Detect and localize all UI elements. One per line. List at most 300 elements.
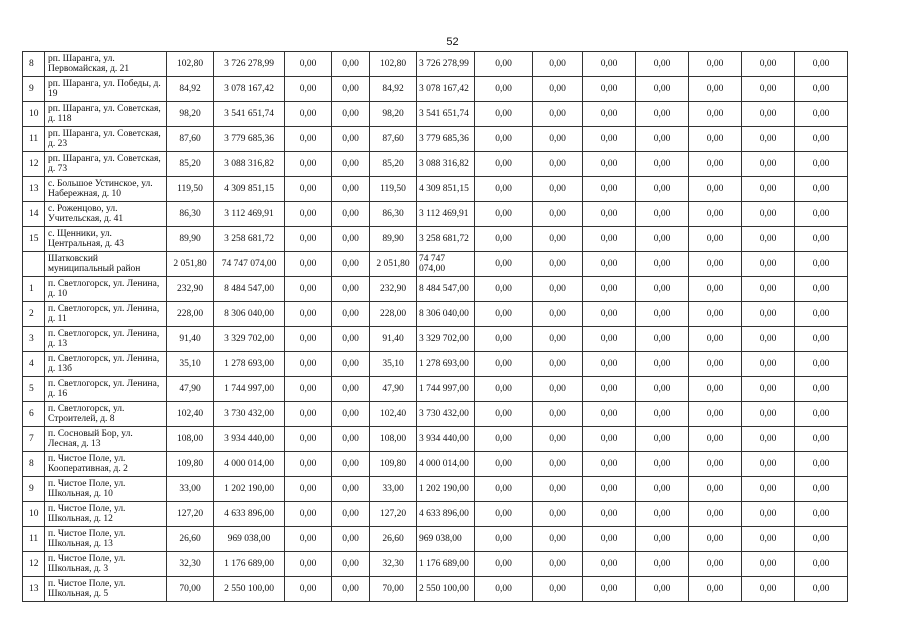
value-cell: 0,00 [475, 377, 533, 402]
value-cell: 0,00 [636, 227, 689, 252]
area-cell: 70,00 [167, 577, 214, 602]
value-cell: 0,00 [533, 377, 583, 402]
cost-cell: 3 112 469,91 [417, 202, 475, 227]
value-cell: 0,00 [583, 577, 636, 602]
address-cell: рп. Шаранга, ул. Первомайская, д. 21 [45, 52, 167, 77]
value-cell: 0,00 [533, 127, 583, 152]
table-row [23, 327, 884, 352]
value-cell: 0,00 [475, 402, 533, 427]
value-cell: 0,00 [475, 352, 533, 377]
value-cell: 0,00 [689, 252, 742, 277]
value-cell: 0,00 [636, 477, 689, 502]
area-cell: 108,00 [167, 427, 214, 452]
area-cell: 91,40 [370, 327, 417, 352]
cost-cell: 1 744 997,00 [214, 377, 285, 402]
address-cell: рп. Шаранга, ул. Советская, д. 73 [45, 152, 167, 177]
area-cell: 32,30 [370, 552, 417, 577]
value-cell: 0,00 [742, 227, 795, 252]
value-cell: 0,00 [583, 377, 636, 402]
area-cell: 102,40 [167, 402, 214, 427]
table-row [23, 202, 884, 227]
value-cell: 0,00 [475, 227, 533, 252]
area-cell: 87,60 [370, 127, 417, 152]
row-number: 9 [23, 477, 45, 502]
value-cell: 0,00 [583, 452, 636, 477]
cost-cell: 4 000 014,00 [417, 452, 475, 477]
value-cell: 0,00 [533, 352, 583, 377]
address-cell: п. Чистое Поле, ул. Школьная, д. 13 [45, 527, 167, 552]
value-cell: 0,00 [689, 52, 742, 77]
area-cell: 86,30 [167, 202, 214, 227]
address-cell: Шатковский муниципальный район [45, 252, 167, 277]
value-cell: 0,00 [475, 252, 533, 277]
value-cell: 0,00 [742, 552, 795, 577]
value-cell: 0,00 [742, 77, 795, 102]
value-cell: 0,00 [689, 302, 742, 327]
value-cell: 0,00 [332, 552, 370, 577]
value-cell: 0,00 [475, 52, 533, 77]
value-cell: 0,00 [332, 327, 370, 352]
value-cell: 0,00 [332, 202, 370, 227]
value-cell: 0,00 [533, 177, 583, 202]
area-cell: 35,10 [167, 352, 214, 377]
value-cell: 0,00 [636, 377, 689, 402]
value-cell: 0,00 [636, 302, 689, 327]
row-number: 8 [23, 52, 45, 77]
cost-cell: 8 306 040,00 [214, 302, 285, 327]
table-row [23, 77, 884, 102]
area-cell: 127,20 [370, 502, 417, 527]
value-cell: 0,00 [689, 452, 742, 477]
value-cell: 0,00 [689, 352, 742, 377]
value-cell: 0,00 [689, 102, 742, 127]
value-cell: 0,00 [475, 452, 533, 477]
row-number: 5 [23, 377, 45, 402]
row-number: 11 [23, 127, 45, 152]
area-cell: 98,20 [167, 102, 214, 127]
table-row [23, 377, 884, 402]
value-cell: 0,00 [795, 477, 848, 502]
value-cell: 0,00 [285, 127, 332, 152]
address-cell: п. Светлогорск, ул. Строителей, д. 8 [45, 402, 167, 427]
cost-cell: 3 730 432,00 [417, 402, 475, 427]
area-cell: 102,80 [370, 52, 417, 77]
area-cell: 70,00 [370, 577, 417, 602]
cost-cell: 3 078 167,42 [214, 77, 285, 102]
address-cell: п. Чистое Поле, ул. Школьная, д. 12 [45, 502, 167, 527]
area-cell: 84,92 [167, 77, 214, 102]
value-cell: 0,00 [332, 127, 370, 152]
table-row [23, 527, 884, 552]
row-number: 1 [23, 277, 45, 302]
value-cell: 0,00 [533, 527, 583, 552]
cost-cell: 4 309 851,15 [417, 177, 475, 202]
cost-cell: 4 633 896,00 [214, 502, 285, 527]
value-cell: 0,00 [742, 352, 795, 377]
value-cell: 0,00 [475, 327, 533, 352]
value-cell: 0,00 [795, 552, 848, 577]
value-cell: 0,00 [583, 552, 636, 577]
value-cell: 0,00 [285, 52, 332, 77]
cost-cell: 3 329 702,00 [417, 327, 475, 352]
cost-cell: 3 258 681,72 [214, 227, 285, 252]
value-cell: 0,00 [533, 477, 583, 502]
value-cell: 0,00 [285, 552, 332, 577]
value-cell: 0,00 [636, 502, 689, 527]
row-number: 2 [23, 302, 45, 327]
value-cell: 0,00 [795, 202, 848, 227]
value-cell: 0,00 [689, 327, 742, 352]
value-cell: 0,00 [689, 152, 742, 177]
value-cell: 0,00 [285, 427, 332, 452]
value-cell: 0,00 [742, 152, 795, 177]
value-cell: 0,00 [636, 177, 689, 202]
area-cell: 119,50 [370, 177, 417, 202]
value-cell: 0,00 [475, 127, 533, 152]
table-row [23, 177, 884, 202]
area-cell: 89,90 [370, 227, 417, 252]
value-cell: 0,00 [332, 452, 370, 477]
value-cell: 0,00 [285, 202, 332, 227]
value-cell: 0,00 [583, 127, 636, 152]
cost-cell: 1 278 693,00 [214, 352, 285, 377]
value-cell: 0,00 [475, 177, 533, 202]
value-cell: 0,00 [636, 127, 689, 152]
value-cell: 0,00 [689, 127, 742, 152]
table-row [23, 402, 884, 427]
cost-cell: 8 484 547,00 [214, 277, 285, 302]
cost-cell: 1 278 693,00 [417, 352, 475, 377]
value-cell: 0,00 [285, 577, 332, 602]
cost-cell: 3 730 432,00 [214, 402, 285, 427]
value-cell: 0,00 [583, 502, 636, 527]
value-cell: 0,00 [742, 177, 795, 202]
value-cell: 0,00 [583, 77, 636, 102]
value-cell: 0,00 [583, 102, 636, 127]
value-cell: 0,00 [636, 552, 689, 577]
value-cell: 0,00 [533, 227, 583, 252]
table-row [23, 452, 884, 477]
value-cell: 0,00 [285, 252, 332, 277]
address-cell: п. Чистое Поле, ул. Школьная, д. 10 [45, 477, 167, 502]
value-cell: 0,00 [742, 502, 795, 527]
cost-cell: 8 484 547,00 [417, 277, 475, 302]
cost-cell: 2 550 100,00 [417, 577, 475, 602]
value-cell: 0,00 [689, 277, 742, 302]
value-cell: 0,00 [285, 177, 332, 202]
value-cell: 0,00 [332, 227, 370, 252]
area-cell: 86,30 [370, 202, 417, 227]
value-cell: 0,00 [795, 377, 848, 402]
area-cell: 98,20 [370, 102, 417, 127]
value-cell: 0,00 [332, 102, 370, 127]
value-cell: 0,00 [742, 327, 795, 352]
cost-cell: 1 176 689,00 [214, 552, 285, 577]
value-cell: 0,00 [795, 352, 848, 377]
value-cell: 0,00 [689, 402, 742, 427]
value-cell: 0,00 [742, 252, 795, 277]
row-number: 6 [23, 402, 45, 427]
value-cell: 0,00 [795, 502, 848, 527]
value-cell: 0,00 [689, 227, 742, 252]
cost-cell: 3 078 167,42 [417, 77, 475, 102]
value-cell: 0,00 [475, 477, 533, 502]
area-cell: 232,90 [167, 277, 214, 302]
table-row [23, 577, 884, 602]
address-cell: п. Сосновый Бор, ул. Лесная, д. 13 [45, 427, 167, 452]
address-cell: п. Светлогорск, ул. Ленина, д. 16 [45, 377, 167, 402]
row-number: 15 [23, 227, 45, 252]
row-number: 3 [23, 327, 45, 352]
value-cell: 0,00 [285, 402, 332, 427]
area-cell: 26,60 [167, 527, 214, 552]
address-cell: с. Большое Устинское, ул. Набережная, д. 10 [45, 177, 167, 202]
area-cell: 228,00 [167, 302, 214, 327]
value-cell: 0,00 [742, 402, 795, 427]
value-cell: 0,00 [742, 427, 795, 452]
table-row [23, 552, 884, 577]
value-cell: 0,00 [583, 202, 636, 227]
value-cell: 0,00 [285, 277, 332, 302]
value-cell: 0,00 [795, 102, 848, 127]
cost-cell: 969 038,00 [417, 527, 475, 552]
address-cell: п. Светлогорск, ул. Ленина, д. 13 [45, 327, 167, 352]
value-cell: 0,00 [583, 252, 636, 277]
row-number: 8 [23, 452, 45, 477]
table-row [23, 352, 884, 377]
table-row [23, 127, 884, 152]
address-cell: п. Светлогорск, ул. Ленина, д. 13б [45, 352, 167, 377]
value-cell: 0,00 [332, 152, 370, 177]
value-cell: 0,00 [636, 402, 689, 427]
area-cell: 119,50 [167, 177, 214, 202]
value-cell: 0,00 [636, 527, 689, 552]
value-cell: 0,00 [332, 277, 370, 302]
cost-cell: 3 779 685,36 [417, 127, 475, 152]
cost-cell: 74 747 074,00 [417, 252, 475, 277]
address-cell: рп. Шаранга, ул. Победы, д. 19 [45, 77, 167, 102]
value-cell: 0,00 [636, 202, 689, 227]
value-cell: 0,00 [689, 552, 742, 577]
table-row [23, 502, 884, 527]
address-cell: п. Светлогорск, ул. Ленина, д. 11 [45, 302, 167, 327]
area-cell: 228,00 [370, 302, 417, 327]
value-cell: 0,00 [285, 302, 332, 327]
cost-cell: 1 176 689,00 [417, 552, 475, 577]
area-cell: 2 051,80 [370, 252, 417, 277]
value-cell: 0,00 [583, 177, 636, 202]
value-cell: 0,00 [332, 402, 370, 427]
row-number: 7 [23, 427, 45, 452]
value-cell: 0,00 [475, 277, 533, 302]
value-cell: 0,00 [795, 452, 848, 477]
value-cell: 0,00 [636, 452, 689, 477]
cost-cell: 74 747 074,00 [214, 252, 285, 277]
value-cell: 0,00 [583, 227, 636, 252]
cost-cell: 3 258 681,72 [417, 227, 475, 252]
value-cell: 0,00 [636, 327, 689, 352]
value-cell: 0,00 [332, 377, 370, 402]
cost-cell: 969 038,00 [214, 527, 285, 552]
value-cell: 0,00 [285, 527, 332, 552]
area-cell: 33,00 [370, 477, 417, 502]
address-cell: рп. Шаранга, ул. Советская, д. 23 [45, 127, 167, 152]
value-cell: 0,00 [475, 427, 533, 452]
value-cell: 0,00 [285, 77, 332, 102]
value-cell: 0,00 [795, 52, 848, 77]
value-cell: 0,00 [533, 202, 583, 227]
cost-cell: 4 000 014,00 [214, 452, 285, 477]
value-cell: 0,00 [285, 477, 332, 502]
value-cell: 0,00 [533, 427, 583, 452]
value-cell: 0,00 [533, 302, 583, 327]
value-cell: 0,00 [689, 577, 742, 602]
value-cell: 0,00 [689, 377, 742, 402]
value-cell: 0,00 [636, 577, 689, 602]
value-cell: 0,00 [742, 302, 795, 327]
area-cell: 35,10 [370, 352, 417, 377]
table-row [23, 477, 884, 502]
row-number: 14 [23, 202, 45, 227]
address-cell: п. Чистое Поле, ул. Школьная, д. 3 [45, 552, 167, 577]
table-row [23, 252, 884, 277]
value-cell: 0,00 [742, 577, 795, 602]
value-cell: 0,00 [742, 102, 795, 127]
value-cell: 0,00 [475, 77, 533, 102]
page-number: 52 [446, 36, 459, 48]
value-cell: 0,00 [475, 302, 533, 327]
area-cell: 85,20 [370, 152, 417, 177]
value-cell: 0,00 [533, 252, 583, 277]
value-cell: 0,00 [332, 77, 370, 102]
value-cell: 0,00 [742, 477, 795, 502]
value-cell: 0,00 [689, 177, 742, 202]
row-number: 10 [23, 102, 45, 127]
area-cell: 32,30 [167, 552, 214, 577]
area-cell: 108,00 [370, 427, 417, 452]
value-cell: 0,00 [636, 427, 689, 452]
value-cell: 0,00 [583, 477, 636, 502]
table-row [23, 152, 884, 177]
cost-cell: 1 744 997,00 [417, 377, 475, 402]
value-cell: 0,00 [583, 152, 636, 177]
cost-cell: 1 202 190,00 [214, 477, 285, 502]
value-cell: 0,00 [583, 52, 636, 77]
value-cell: 0,00 [795, 402, 848, 427]
value-cell: 0,00 [636, 252, 689, 277]
value-cell: 0,00 [533, 577, 583, 602]
value-cell: 0,00 [795, 302, 848, 327]
value-cell: 0,00 [742, 377, 795, 402]
area-cell: 232,90 [370, 277, 417, 302]
value-cell: 0,00 [533, 552, 583, 577]
area-cell: 47,90 [370, 377, 417, 402]
value-cell: 0,00 [583, 352, 636, 377]
table-row [23, 277, 884, 302]
cost-cell: 3 779 685,36 [214, 127, 285, 152]
address-cell: с. Роженцово, ул. Учительская, д. 41 [45, 202, 167, 227]
value-cell: 0,00 [475, 577, 533, 602]
cost-cell: 3 934 440,00 [214, 427, 285, 452]
table-row [23, 102, 884, 127]
cost-cell: 1 202 190,00 [417, 477, 475, 502]
value-cell: 0,00 [332, 177, 370, 202]
area-cell: 87,60 [167, 127, 214, 152]
value-cell: 0,00 [795, 427, 848, 452]
table-row [23, 227, 884, 252]
value-cell: 0,00 [689, 477, 742, 502]
value-cell: 0,00 [332, 352, 370, 377]
cost-cell: 3 726 278,99 [417, 52, 475, 77]
value-cell: 0,00 [285, 352, 332, 377]
table-row [23, 52, 884, 77]
value-cell: 0,00 [636, 52, 689, 77]
row-number: 13 [23, 177, 45, 202]
housing-program-table [22, 51, 884, 602]
area-cell: 109,80 [370, 452, 417, 477]
value-cell: 0,00 [583, 277, 636, 302]
value-cell: 0,00 [636, 277, 689, 302]
row-number: 9 [23, 77, 45, 102]
area-cell: 33,00 [167, 477, 214, 502]
value-cell: 0,00 [475, 527, 533, 552]
row-number: 11 [23, 527, 45, 552]
area-cell: 91,40 [167, 327, 214, 352]
area-cell: 109,80 [167, 452, 214, 477]
address-cell: п. Чистое Поле, ул. Школьная, д. 5 [45, 577, 167, 602]
value-cell: 0,00 [332, 527, 370, 552]
value-cell: 0,00 [795, 327, 848, 352]
value-cell: 0,00 [689, 502, 742, 527]
table-row [23, 427, 884, 452]
value-cell: 0,00 [533, 77, 583, 102]
value-cell: 0,00 [795, 152, 848, 177]
value-cell: 0,00 [475, 552, 533, 577]
value-cell: 0,00 [475, 152, 533, 177]
value-cell: 0,00 [795, 577, 848, 602]
value-cell: 0,00 [533, 277, 583, 302]
value-cell: 0,00 [795, 252, 848, 277]
area-cell: 26,60 [370, 527, 417, 552]
value-cell: 0,00 [636, 352, 689, 377]
row-number [23, 252, 45, 277]
value-cell: 0,00 [533, 102, 583, 127]
cost-cell: 3 541 651,74 [214, 102, 285, 127]
value-cell: 0,00 [533, 452, 583, 477]
value-cell: 0,00 [742, 527, 795, 552]
value-cell: 0,00 [533, 152, 583, 177]
area-cell: 47,90 [167, 377, 214, 402]
area-cell: 102,80 [167, 52, 214, 77]
value-cell: 0,00 [795, 527, 848, 552]
value-cell: 0,00 [583, 527, 636, 552]
row-number: 12 [23, 552, 45, 577]
address-cell: с. Щенники, ул. Центральная, д. 43 [45, 227, 167, 252]
cost-cell: 4 309 851,15 [214, 177, 285, 202]
value-cell: 0,00 [332, 252, 370, 277]
value-cell: 0,00 [285, 102, 332, 127]
value-cell: 0,00 [795, 177, 848, 202]
address-cell: п. Чистое Поле, ул. Кооперативная, д. 2 [45, 452, 167, 477]
value-cell: 0,00 [795, 227, 848, 252]
area-cell: 84,92 [370, 77, 417, 102]
value-cell: 0,00 [689, 77, 742, 102]
value-cell: 0,00 [742, 452, 795, 477]
value-cell: 0,00 [332, 577, 370, 602]
value-cell: 0,00 [742, 127, 795, 152]
value-cell: 0,00 [285, 327, 332, 352]
cost-cell: 3 088 316,82 [417, 152, 475, 177]
